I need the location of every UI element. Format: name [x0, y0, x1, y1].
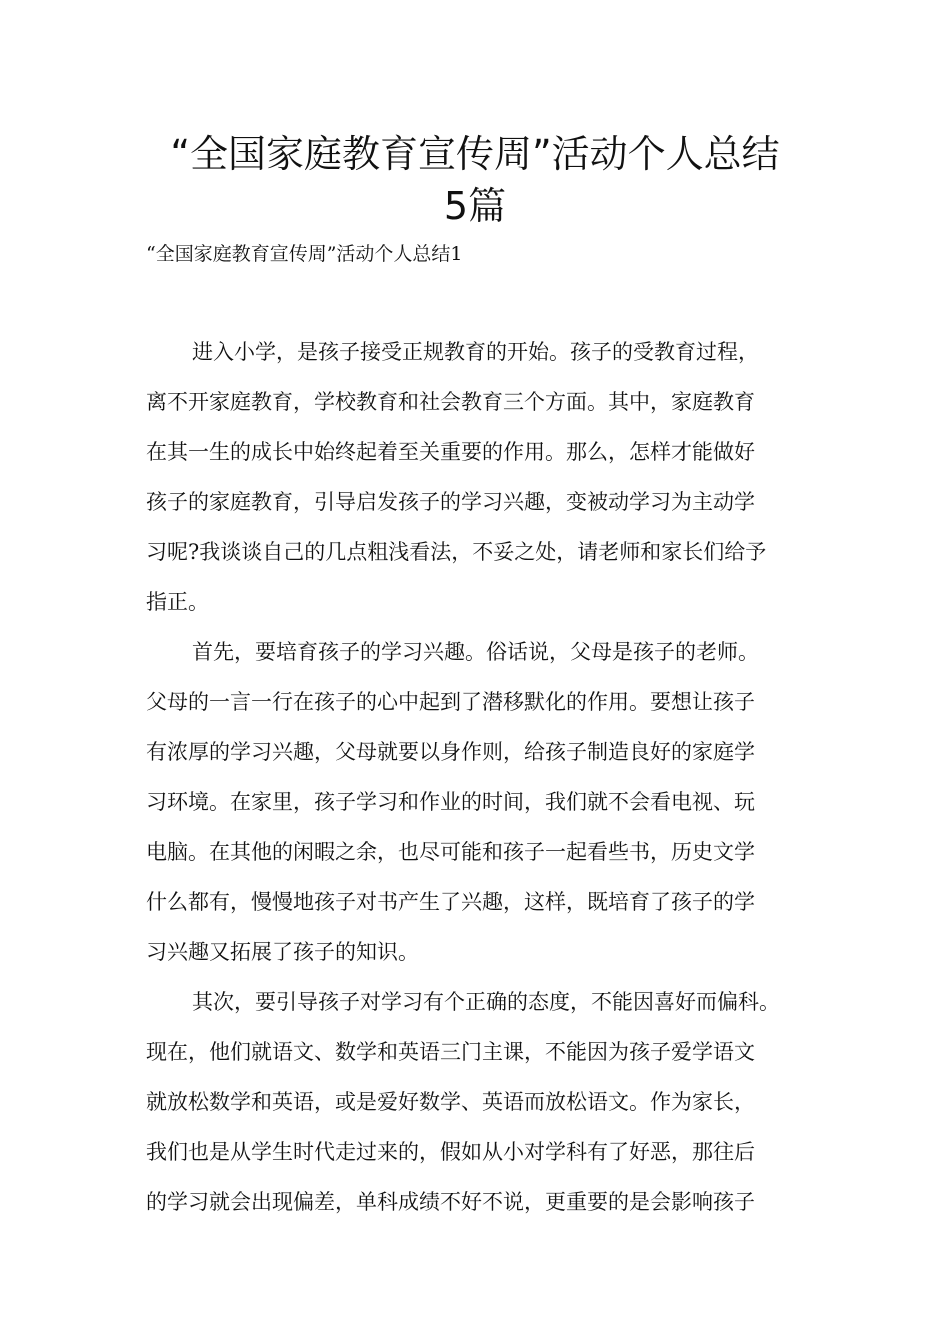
text-line: 现在，他们就语文、数学和英语三门主课，不能因为孩子爱学语文 — [146, 1040, 755, 1064]
text-line: 电脑。在其他的闲暇之余，也尽可能和孩子一起看些书，历史文学 — [146, 840, 755, 864]
text-line: 就放松数学和英语，或是爱好数学、英语而放松语文。作为家长， — [146, 1090, 755, 1114]
text-line: 什么都有，慢慢地孩子对书产生了兴趣，这样，既培育了孩子的学 — [146, 890, 755, 914]
body-text — [146, 334, 826, 1234]
text-line: 离不开家庭教育，学校教育和社会教育三个方面。其中，家庭教育 — [146, 390, 755, 414]
text-line: 其次，要引导孩子对学习有个正确的态度，不能因喜好而偏科。 — [192, 990, 780, 1014]
text-line: 的学习就会出现偏差，单科成绩不好不说，更重要的是会影响孩子 — [146, 1190, 755, 1214]
text-line: 我们也是从学生时代走过来的，假如从小对学科有了好恶，那往后 — [146, 1140, 755, 1164]
title-line-1: “全国家庭教育宣传周”活动个人总结 — [170, 132, 780, 176]
text-line: 进入小学，是孩子接受正规教育的开始。孩子的受教育过程， — [192, 340, 759, 364]
section-heading: “全国家庭教育宣传周”活动个人总结1 — [146, 243, 463, 265]
text-line: 有浓厚的学习兴趣，父母就要以身作则，给孩子制造良好的家庭学 — [146, 740, 755, 764]
text-line: 指正。 — [146, 590, 209, 614]
text-line: 习兴趣又拓展了孩子的知识。 — [146, 940, 419, 964]
text-line: 习环境。在家里，孩子学习和作业的时间，我们就不会看电视、玩 — [146, 790, 755, 814]
text-line: 父母的一言一行在孩子的心中起到了潜移默化的作用。要想让孩子 — [146, 690, 755, 714]
text-line: 习呢?我谈谈自己的几点粗浅看法，不妥之处，请老师和家长们给予 — [146, 540, 767, 564]
text-line: 首先，要培育孩子的学习兴趣。俗话说，父母是孩子的老师。 — [192, 640, 759, 664]
text-line: 在其一生的成长中始终起着至关重要的作用。那么，怎样才能做好 — [146, 440, 755, 464]
text-line: 孩子的家庭教育，引导启发孩子的学习兴趣，变被动学习为主动学 — [146, 490, 755, 514]
title-line-2: 5篇 — [443, 184, 507, 228]
document-title — [80, 128, 870, 232]
